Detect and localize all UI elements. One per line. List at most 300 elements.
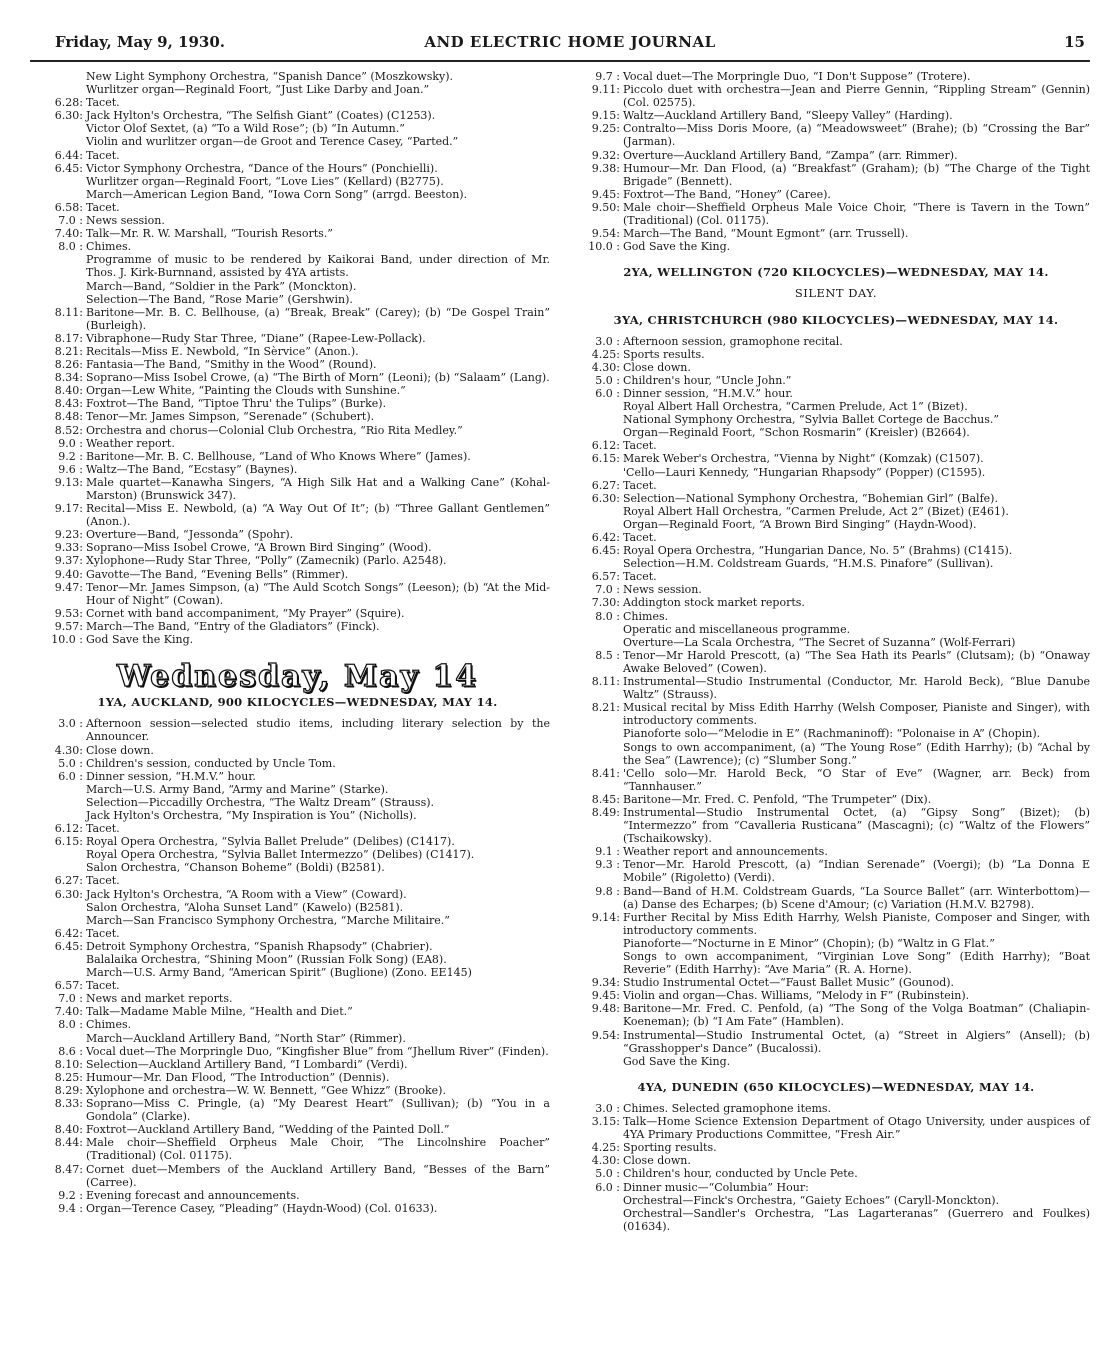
program-entry [45, 581, 550, 607]
entry-text: Vocal duet—The Morpringle Duo, “I Don't Suppose” (Trotere). [623, 70, 971, 83]
station-note: SILENT DAY. [794, 286, 878, 301]
program-entry [45, 620, 550, 633]
entry-time: 5.0 : [595, 373, 620, 387]
program-entry [45, 874, 550, 887]
entry-time: 9.8 : [595, 884, 620, 898]
entry-text: Humour—Mr. Dan Flood, “The Introduction” (Dennis). [86, 1070, 390, 1084]
program-entry [45, 175, 550, 188]
program-entry [45, 1005, 550, 1018]
entry-time: 9.15: [591, 109, 620, 123]
entry-text: Close down. [623, 1154, 691, 1168]
entry-text: Children's session, conducted by Uncle Tom. [86, 756, 336, 770]
day-heading: Wednesday, May 14 [116, 659, 479, 695]
entry-time: 6.57: [591, 570, 620, 584]
entry-text: Xylophone—Rudy Star Three, “Polly” (Zamecnik) (Parlo. A2548). [86, 554, 447, 568]
entry-text: Weather report. [86, 436, 175, 450]
entry-text: Piccolo duet with orchestra—Jean and Pierre Gennin, “Rippling Stream” (Gennin) (Col. 02575). [623, 83, 1090, 110]
program-entry [45, 1071, 550, 1084]
entry-text: Tenor—Mr. James Simpson, “Serenade” (Schubert). [86, 410, 375, 424]
entry-text: Tenor—Mr Harold Prescott, (a) “The Sea Hath its Pearls” (Clutsam); (b) “Onaway Awake Beloved” (Cowen). [623, 648, 1090, 675]
entry-text: Tenor—Mr. Harold Prescott, (a) “Indian Serenade” (Voergi); (b) “La Donna E Mobile” (Rigoletto) (Verdi). [623, 858, 1090, 885]
program-entry [45, 940, 550, 953]
entry-text: Operatic and miscellaneous programme. [623, 622, 851, 636]
program-entry [582, 466, 1090, 479]
program-entry [45, 70, 550, 83]
entry-time: 8.40: [54, 1123, 83, 1137]
program-entry [45, 384, 550, 397]
entry-text: Chimes. [623, 609, 669, 623]
entry-text: Tacet. [86, 200, 120, 214]
program-entry [45, 122, 550, 135]
entry-time: 3.15: [591, 1115, 620, 1129]
entry-text: Vibraphone—Rudy Star Three, “Diane” (Rapee-Lew-Pollack). [86, 331, 426, 345]
entry-text: Pianoforte—“Nocturne in E Minor” (Chopin); (b) “Waltz in G Flat.” [623, 936, 995, 950]
program-entry [45, 96, 550, 109]
program-entry [582, 1002, 1090, 1028]
program-entry [582, 937, 1090, 950]
entry-text: Addington stock market reports. [623, 596, 805, 610]
entry-text: Foxtrot—The Band, “Honey” (Caree). [623, 187, 831, 201]
entry-text: Soprano—Miss C. Pringle, (a) “My Dearest Heart” (Sullivan); (b) “You in a Gondola” (Clarke). [86, 1097, 550, 1124]
program-entry [45, 437, 550, 450]
program-entry [582, 348, 1090, 361]
entry-time: 7.0 : [58, 992, 83, 1006]
entry-text: News session. [86, 214, 165, 228]
entry-time: 9.23: [54, 528, 83, 542]
program-entry [582, 1055, 1090, 1068]
header-rule [30, 60, 1090, 62]
entry-text: Overture—La Scala Orchestra, “The Secret of Suzanna” (Wolf-Ferrari) [623, 635, 1016, 649]
program-entry [582, 400, 1090, 413]
entry-time: 8.52: [54, 423, 83, 437]
entry-time: 8.33: [54, 1097, 83, 1111]
entry-time: 8.25: [54, 1070, 83, 1084]
program-entry [45, 992, 550, 1005]
entry-text: Chimes. [86, 240, 132, 254]
entry-time: 9.7 : [595, 70, 620, 83]
entry-text: Orchestra and chorus—Colonial Club Orchestra, “Rio Rita Medley.” [86, 423, 463, 437]
entry-time: 8.49: [591, 805, 620, 819]
program-entry [45, 83, 550, 96]
entry-time: 7.40: [54, 227, 83, 241]
program-entry [582, 374, 1090, 387]
entry-text: Dinner music—“Columbia” Hour: [623, 1180, 809, 1194]
program-entry [582, 188, 1090, 201]
program-entry [45, 809, 550, 822]
entry-text: Talk—Madame Mable Milne, “Health and Diet.” [86, 1005, 353, 1019]
entry-text: Wurlitzer organ—Reginald Foort, “Just Like Darby and Joan.” [86, 83, 430, 97]
entry-time: 6.12: [591, 439, 620, 453]
entry-time: 6.30: [54, 887, 83, 901]
entry-text: News and market reports. [86, 992, 233, 1006]
program-entry [45, 358, 550, 371]
entry-text: Evening forecast and announcements. [86, 1188, 300, 1202]
program-entry [45, 214, 550, 227]
program-entry [45, 1032, 550, 1045]
entry-time: 6.42: [591, 531, 620, 544]
entry-time: 6.30: [591, 491, 620, 505]
left-column [45, 70, 550, 1215]
entry-time: 6.57: [54, 979, 83, 993]
entry-time: 3.0 : [595, 1101, 620, 1115]
program-entry [582, 767, 1090, 793]
entry-text: March—San Francisco Symphony Orchestra, “Marche Militaire.” [86, 913, 450, 927]
program-entry [45, 306, 550, 332]
program-entry [582, 240, 1090, 253]
entry-text: Songs to own accompaniment, (a) “The Young Rose” (Edith Harrhy); (b) “Achal by the Sea” (Lawrence); (c) “Slumber Song.” [623, 740, 1090, 767]
program-entry [582, 741, 1090, 767]
program-entry [45, 953, 550, 966]
program-entry [582, 505, 1090, 518]
entry-text: Instrumental—Studio Instrumental Octet, (a) “Street in Algiers” (Ansell); (b) “Grasshopper's Dance” (Bucalossi). [623, 1028, 1090, 1055]
program-entry [582, 806, 1090, 845]
entry-time: 9.40: [54, 567, 83, 581]
entry-text: Contralto—Miss Doris Moore, (a) “Meadowsweet” (Brahe); (b) “Crossing the Bar” (Jarman). [623, 122, 1090, 149]
entry-text: Jack Hylton's Orchestra, “A Room with a View” (Coward). [86, 887, 407, 901]
program-entry [45, 861, 550, 874]
program-entry [45, 227, 550, 240]
entry-time: 8.45: [591, 792, 620, 806]
entry-time: 6.15: [591, 452, 620, 466]
entry-time: 9.45: [591, 989, 620, 1003]
entry-text: 'Cello—Lauri Kennedy, “Hungarian Rhapsody” (Popper) (C1595). [623, 465, 986, 479]
entry-time: 10.0 : [51, 633, 83, 647]
entry-text: Dinner session, “H.M.V.” hour. [86, 769, 256, 783]
entry-time: 8.29: [54, 1083, 83, 1097]
entry-text: Fantasia—The Band, “Smithy in the Wood” (Round). [86, 358, 377, 372]
entry-time: 4.30: [54, 743, 83, 757]
entry-text: Further Recital by Miss Edith Harrhy, Welsh Pianiste, Composer and Singer, with introductory comments. [623, 910, 1090, 937]
page-header [55, 33, 1085, 57]
program-entry [45, 463, 550, 476]
program-entry [45, 424, 550, 437]
entry-time: 4.25: [591, 1141, 620, 1155]
program-entry [45, 410, 550, 423]
issue-date: Friday, May 9, 1930. [55, 33, 226, 51]
entry-time: 8.44: [54, 1136, 83, 1150]
entry-text: March—The Band, “Entry of the Gladiators” (Finck). [86, 619, 380, 633]
entry-text: Tenor—Mr. James Simpson, (a) “The Auld Scotch Songs” (Leeson); (b) “At the Mid-Hour of Night” (Cowan). [86, 580, 550, 607]
entry-time: 8.0 : [58, 240, 83, 254]
program-entry [582, 361, 1090, 374]
program-entry [582, 793, 1090, 806]
program-entry [582, 1194, 1090, 1207]
entry-time: 7.0 : [595, 583, 620, 597]
program-entry [45, 979, 550, 992]
entry-text: Foxtrot—The Band, “Tiptoe Thru' the Tulips” (Burke). [86, 397, 387, 411]
program-entry [45, 1136, 550, 1162]
entry-time: 8.26: [54, 358, 83, 372]
program-entry [582, 1102, 1090, 1115]
entry-time: 9.34: [591, 976, 620, 990]
entry-time: 8.10: [54, 1057, 83, 1071]
entry-text: Tacet. [623, 531, 657, 544]
program-entry [582, 387, 1090, 400]
entry-text: Jack Hylton's Orchestra, “My Inspiration is You” (Nicholls). [86, 808, 417, 822]
program-entry [582, 675, 1090, 701]
entry-time: 8.47: [54, 1162, 83, 1176]
entry-time: 6.45: [591, 544, 620, 558]
entry-text: March—The Band, “Mount Egmont” (arr. Trussell). [623, 227, 909, 241]
program-entry [582, 439, 1090, 452]
entry-time: 8.0 : [58, 1018, 83, 1032]
program-entry [45, 149, 550, 162]
entry-text: Victor Olof Sextet, (a) “To a Wild Rose”; (b) “In Autumn.” [86, 122, 405, 136]
entry-text: Organ—Lew White, “Painting the Clouds with Sunshine.” [86, 384, 406, 398]
entry-text: Chimes. Selected gramophone items. [623, 1101, 832, 1115]
program-entry [582, 162, 1090, 188]
entry-text: Royal Opera Orchestra, “Sylvia Ballet Prelude” (Delibes) (C1417). [86, 835, 455, 849]
program-entry [45, 109, 550, 122]
entry-time: 6.0 : [595, 386, 620, 400]
program-entry [45, 914, 550, 927]
entry-text: Instrumental—Studio Instrumental Octet, (a) “Gipsy Song” (Bizet); (b) “Intermezzo” from “Cavalleria Rusticana” (Mascagni); (c) “Waltz of the Flowers” (Tschaikowsky). [623, 805, 1090, 846]
entry-time: 8.40: [54, 384, 83, 398]
program-entry [582, 583, 1090, 596]
entry-time: 8.17: [54, 331, 83, 345]
program-entry [45, 450, 550, 463]
entry-text: Royal Albert Hall Orchestra, “Carmen Prelude, Act 2” (Bizet) (E461). [623, 504, 1009, 518]
program-entry [45, 345, 550, 358]
entry-time: 9.48: [591, 1002, 620, 1016]
entry-time: 9.25: [591, 122, 620, 136]
program-entry [582, 492, 1090, 505]
program-entry [582, 623, 1090, 636]
program-entry [45, 633, 550, 646]
entry-time: 6.58: [54, 200, 83, 214]
program-entry [582, 885, 1090, 911]
entry-text: Tacet. [623, 439, 657, 453]
entry-text: Royal Albert Hall Orchestra, “Carmen Prelude, Act 1” (Bizet). [623, 400, 968, 414]
entry-time: 6.0 : [595, 1180, 620, 1194]
entry-time: 9.11: [591, 83, 620, 97]
entry-text: Overture—Auckland Artillery Band, “Zampa” (arr. Rimmer). [623, 148, 958, 162]
entry-text: Recitals—Miss E. Newbold, “In Sèrvice” (Anon.). [86, 344, 359, 358]
entry-text: Royal Opera Orchestra, “Hungarian Dance, No. 5” (Brahms) (C1415). [623, 544, 1013, 558]
entry-text: Selection—National Symphony Orchestra, “Bohemian Girl” (Balfe). [623, 491, 998, 505]
program-entry [45, 293, 550, 306]
entry-time: 8.6 : [58, 1044, 83, 1058]
program-entry [582, 636, 1090, 649]
program-entry [45, 1058, 550, 1071]
entry-text: Talk—Mr. R. W. Marshall, “Tourish Resorts.” [86, 227, 333, 241]
entry-time: 9.4 : [58, 1201, 83, 1215]
entry-text: Dinner session, “H.M.V.” hour. [623, 386, 793, 400]
page-number: 15 [1064, 33, 1085, 51]
entry-text: Violin and wurlitzer organ—de Groot and Terence Casey, “Parted.” [86, 135, 459, 149]
program-entry [45, 901, 550, 914]
program-entry [582, 1141, 1090, 1154]
entry-time: 8.11: [591, 675, 620, 689]
entry-text: March—American Legion Band, “Iowa Corn Song” (arrgd. Beeston). [86, 187, 468, 201]
entry-text: 'Cello solo—Mr. Harold Beck, “O Star of Eve” (Wagner, arr. Beck) from “Tannhauser.” [623, 766, 1090, 793]
entry-text: Organ—Terence Casey, “Pleading” (Haydn-Wood) (Col. 01633). [86, 1201, 438, 1215]
entry-time: 6.45: [54, 939, 83, 953]
entry-time: 9.47: [54, 580, 83, 594]
entry-time: 5.0 : [58, 756, 83, 770]
entry-text: Male quartet—Kanawha Singers, “A High Silk Hat and a Walking Cane” (Kohal-Marston) (Brunswick 347). [86, 475, 550, 502]
entry-time: 9.0 : [58, 436, 83, 450]
entry-time: 9.50: [591, 200, 620, 214]
entry-text: Tacet. [86, 822, 120, 836]
entry-text: Male choir—Sheffield Orpheus Male Choir, “The Lincolnshire Poacher” (Traditional) (Col. 01175). [86, 1136, 550, 1163]
program-entry [582, 1115, 1090, 1141]
program-entry [45, 371, 550, 384]
entry-time: 9.2 : [58, 449, 83, 463]
entry-text: Band—Band of H.M. Coldstream Guards, “La Source Ballet” (arr. Winterbottom)—(a) Danse des Echarpes; (b) Scene d'Amour; (c) Variation (H.M.V. B2798). [623, 884, 1090, 911]
program-entry [45, 397, 550, 410]
entry-time: 9.2 : [58, 1188, 83, 1202]
program-entry [45, 476, 550, 502]
entry-time: 9.54: [591, 1028, 620, 1042]
entry-time: 8.5 : [595, 648, 620, 662]
entry-text: Humour—Mr. Dan Flood, (a) “Breakfast” (Graham); (b) “The Charge of the Tight Brigade” (Bennett). [623, 161, 1090, 188]
entry-text: Orchestral—Sandler's Orchestra, “Las Lagarteranas” (Guerrero and Foulkes) (01634). [623, 1206, 1090, 1233]
entry-time: 8.48: [54, 410, 83, 424]
entry-time: 8.43: [54, 397, 83, 411]
program-entry [582, 727, 1090, 740]
journal-title: AND ELECTRIC HOME JOURNAL [424, 33, 716, 51]
entry-time: 4.30: [591, 360, 620, 374]
station-heading: 4YA, DUNEDIN (650 KILOCYCLES)—WEDNESDAY, MAY 14. [637, 1079, 1035, 1094]
program-entry [45, 253, 550, 279]
program-entry [45, 717, 550, 743]
entry-text: Musical recital by Miss Edith Harrhy (Welsh Composer, Pianiste and Singer), with introductory comments. [623, 701, 1090, 728]
entry-time: 9.57: [54, 619, 83, 633]
entry-text: Royal Opera Orchestra, “Sylvia Ballet Intermezzo” (Delibes) (C1417). [86, 848, 475, 862]
entry-time: 10.0 : [588, 240, 620, 254]
program-entry [45, 554, 550, 567]
program-entry [45, 135, 550, 148]
entry-time: 7.30: [591, 596, 620, 610]
program-entry [45, 1045, 550, 1058]
program-entry [582, 335, 1090, 348]
entry-text: Selection—The Band, “Rose Marie” (Gershwin). [86, 292, 353, 306]
entry-text: Organ—Reginald Foort, “A Brown Bird Singing” (Haydn-Wood). [623, 517, 977, 531]
entry-text: Tacet. [86, 148, 120, 162]
program-entry [45, 1084, 550, 1097]
program-entry [45, 528, 550, 541]
program-entry [582, 149, 1090, 162]
entry-text: Male choir—Sheffield Orpheus Male Voice Choir, “There is Tavern in the Town” (Traditional) (Col. 01175). [623, 200, 1090, 228]
entry-text: Salon Orchestra, “Chanson Boheme” (Boldi) (B2581). [86, 861, 385, 875]
program-entry [582, 122, 1090, 148]
program-entry [582, 989, 1090, 1002]
entry-time: 9.54: [591, 227, 620, 241]
entry-time: 9.1 : [595, 845, 620, 859]
entry-time: 3.0 : [58, 717, 83, 731]
program-entry [582, 531, 1090, 544]
program-entry [582, 596, 1090, 609]
program-entry [582, 109, 1090, 122]
entry-time: 8.21: [591, 701, 620, 715]
program-entry [45, 1018, 550, 1031]
program-entry [582, 610, 1090, 623]
entry-time: 6.0 : [58, 769, 83, 783]
entry-time: 9.14: [591, 910, 620, 924]
entry-text: Baritone—Mr. Fred. C. Penfold, (a) “The Song of the Volga Boatman” (Chaliapin-Koeneman); (b) “I Am Fate” (Hamblen). [623, 1002, 1090, 1029]
entry-time: 9.13: [54, 475, 83, 489]
entry-text: Tacet. [86, 96, 120, 110]
entry-text: Cornet duet—Members of the Auckland Artillery Band, “Besses of the Barn” (Carree). [86, 1162, 550, 1189]
entry-time: 9.37: [54, 554, 83, 568]
program-entry [582, 976, 1090, 989]
entry-time: 9.32: [591, 148, 620, 162]
entry-time: 7.0 : [58, 214, 83, 228]
station-heading: 3YA, CHRISTCHURCH (980 KILOCYCLES)—WEDNESDAY, MAY 14. [613, 312, 1059, 327]
entry-text: Orchestral—Finck's Orchestra, “Gaiety Echoes” (Caryll-Monckton). [623, 1193, 1000, 1207]
entry-text: Songs to own accompaniment, “Virginian Love Song” (Edith Harrhy); “Boat Reverie” (Edith Harrhy): “Ave Maria” (R. A. Horne). [623, 950, 1090, 977]
entry-text: Pianoforte solo—“Melodie in E” (Rachmaninoff): “Polonaise in A” (Chopin). [623, 727, 1041, 741]
entry-time: 9.38: [591, 161, 620, 175]
station-heading: 1YA, AUCKLAND, 900 KILOCYCLES—WEDNESDAY, MAY 14. [97, 695, 498, 710]
entry-text: Baritone—Mr. B. C. Bellhouse, (a) “Break, Break” (Carey); (b) “De Gospel Train” (Burleigh). [86, 305, 550, 332]
entry-text: Salon Orchestra, “Aloha Sunset Land” (Kawelo) (B2581). [86, 900, 404, 914]
entry-text: Weather report and announcements. [623, 845, 828, 859]
entry-time: 8.11: [54, 305, 83, 319]
program-entry [45, 783, 550, 796]
entry-text: Afternoon session, gramophone recital. [623, 334, 843, 348]
program-entry [582, 1207, 1090, 1233]
entry-time: 9.3 : [595, 858, 620, 872]
entry-time: 9.17: [54, 502, 83, 516]
entry-text: Baritone—Mr. B. C. Bellhouse, “Land of Who Knows Where” (James). [86, 449, 471, 463]
entry-text: Talk—Home Science Extension Department of Otago University, under auspices of 4YA Primary Productions Committee, “Fresh Air.” [623, 1115, 1090, 1142]
entry-time: 6.27: [54, 874, 83, 888]
program-entry [582, 950, 1090, 976]
program-entry [45, 966, 550, 979]
program-entry [582, 557, 1090, 570]
program-entry [45, 502, 550, 528]
program-entry [582, 452, 1090, 465]
program-entry [582, 426, 1090, 439]
entry-text: Waltz—The Band, “Ecstasy” (Baynes). [86, 462, 298, 476]
entry-text: Victor Symphony Orchestra, “Dance of the Hours” (Ponchielli). [86, 161, 438, 175]
program-entry [45, 332, 550, 345]
entry-text: Sporting results. [623, 1141, 717, 1155]
program-entry [45, 1202, 550, 1215]
program-entry [45, 757, 550, 770]
entry-time: 5.0 : [595, 1167, 620, 1181]
entry-text: Marek Weber's Orchestra, “Vienna by Night” (Komzak) (C1507). [623, 452, 984, 466]
program-entry [45, 541, 550, 554]
entry-text: Tacet. [623, 570, 657, 584]
program-entry [582, 1029, 1090, 1055]
program-entry [582, 570, 1090, 583]
entry-text: Detroit Symphony Orchestra, “Spanish Rhapsody” (Chabrier). [86, 939, 433, 953]
entry-text: Balalaika Orchestra, “Shining Moon” (Russian Folk Song) (EA8). [86, 953, 447, 966]
program-entry [582, 70, 1090, 83]
entry-text: Cornet with band accompaniment, “My Prayer” (Squire). [86, 606, 405, 620]
entry-text: Children's hour, conducted by Uncle Pete. [623, 1167, 858, 1181]
entry-text: Close down. [86, 743, 154, 757]
program-entry [582, 479, 1090, 492]
entry-text: Selection—Auckland Artillery Band, “I Lombardi” (Verdi). [86, 1057, 408, 1071]
program-entry [582, 227, 1090, 240]
entry-time: 7.40: [54, 1005, 83, 1019]
entry-time: 6.42: [54, 926, 83, 940]
program-entry [582, 544, 1090, 557]
program-entry [45, 744, 550, 757]
entry-text: Waltz—Auckland Artillery Band, “Sleepy Valley” (Harding). [623, 109, 953, 123]
entry-text: Programme of music to be rendered by Kaikorai Band, under direction of Mr. Thos. J. Kirk-Burnnand, assisted by 4YA artists. [86, 253, 550, 280]
program-entry [45, 888, 550, 901]
entry-time: 6.12: [54, 822, 83, 836]
entry-text: March—U.S. Army Band, “Army and Marine” (Starke). [86, 782, 389, 796]
entry-time: 8.0 : [595, 609, 620, 623]
program-entry [45, 1097, 550, 1123]
entry-text: Tacet. [86, 979, 120, 993]
